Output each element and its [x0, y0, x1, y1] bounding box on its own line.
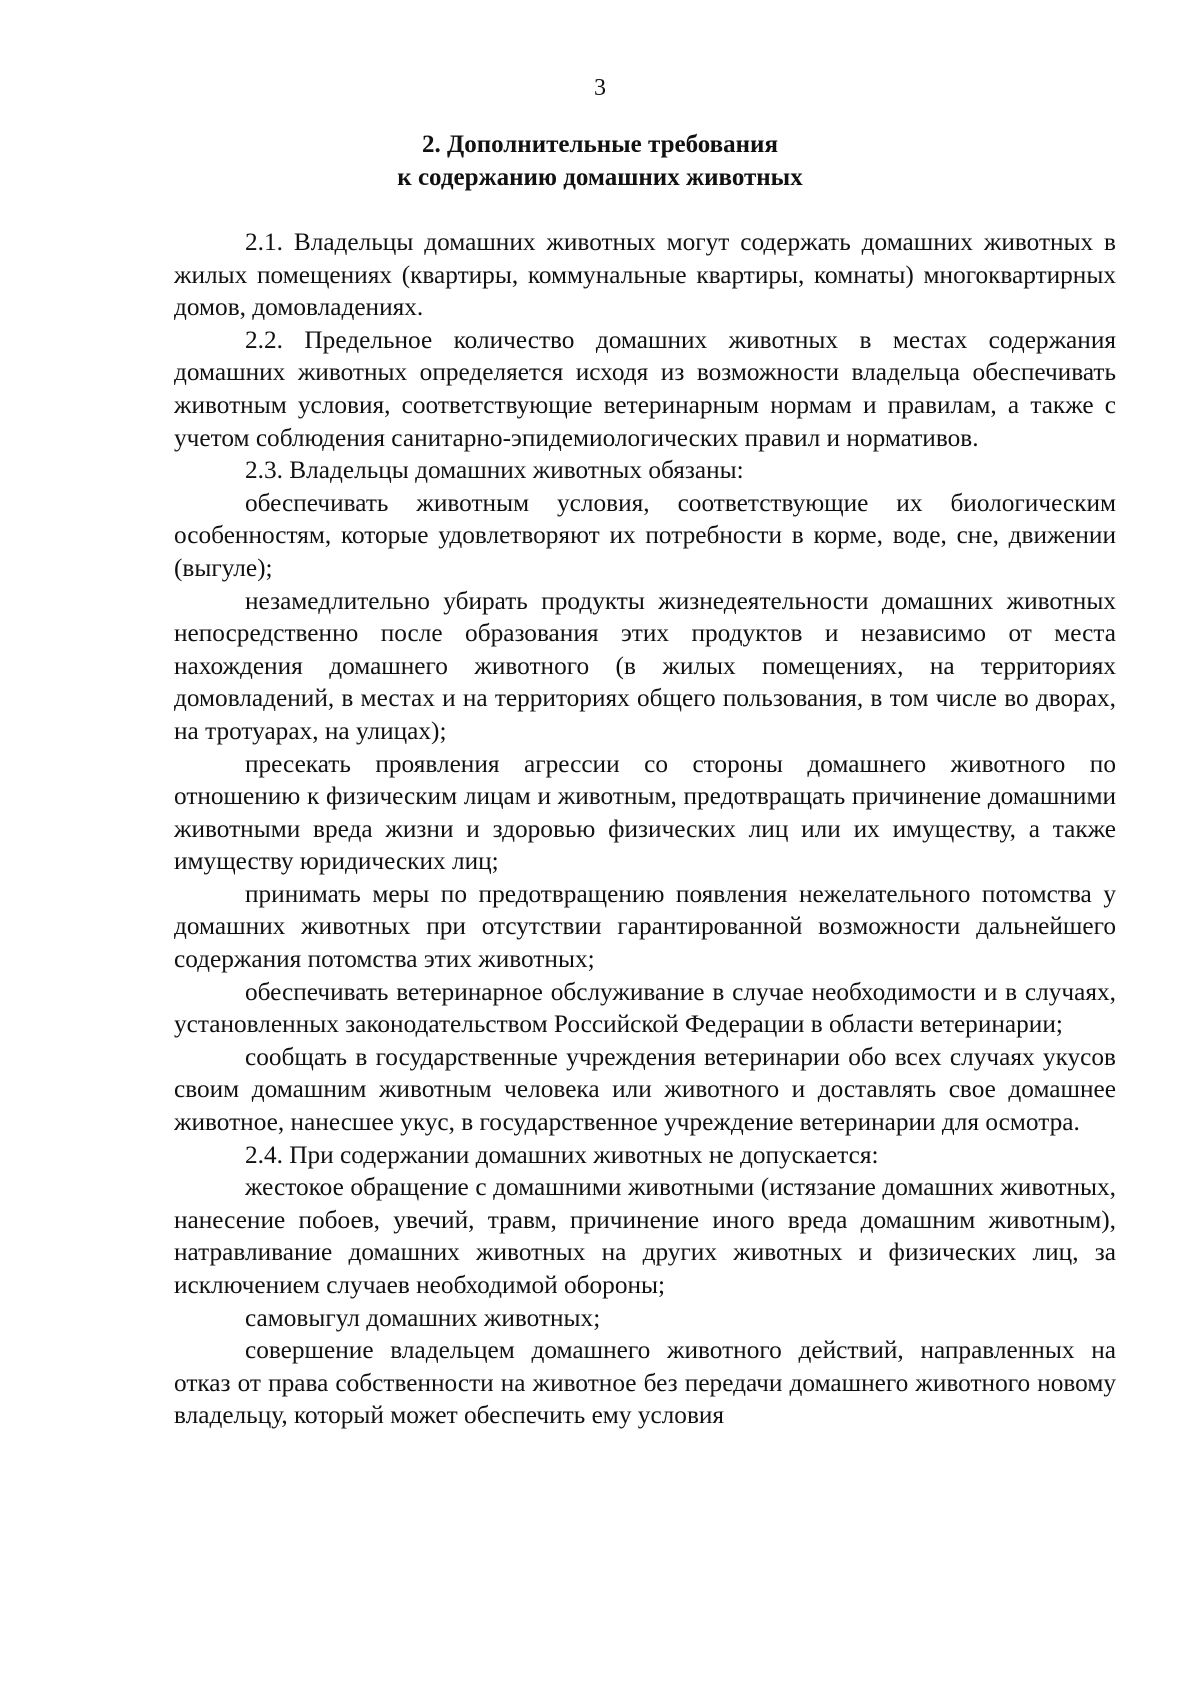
list-item-abandonment: совершение владельцем домашнего животного действий, направленных на отказ от права собственности на животное без передачи домашнего животного новому владельцу, который может обеспечить ему условия	[174, 1336, 1116, 1430]
paragraph-2-4: 2.4. При содержании домашних животных не допускается:	[245, 1140, 879, 1169]
list-item-cruelty: жестокое обращение с домашними животными (истязание домашних животных, нанесение побоев, увечий, травм, причинение иного вреда домашним животным), натравливание домашних животных на других животных и физических лиц, за исключением случаев необходимой обороны;	[174, 1173, 1116, 1299]
paragraph-2-2: 2.2. Предельное количество домашних животных в местах содержания домашних животных определяется исходя из возможности владельца обеспечивать животным условия, соответствующие ветеринарным нормам и правилам, а также с учетом соблюдения санитарно-эпидемиологических правил и нормативов.	[174, 325, 1116, 452]
list-item-self-walking: самовыгул домашних животных;	[245, 1303, 601, 1332]
paragraph-2-1: 2.1. Владельцы домашних животных могут содержать домашних животных в жилых помещениях (квартиры, коммунальные квартиры, комнаты) многоквартирных домов, домовладениях.	[174, 228, 1116, 322]
section-heading-line-1: 2. Дополнительные требования	[422, 131, 778, 158]
document-body	[174, 226, 1116, 1432]
list-item-offspring: принимать меры по предотвращению появления нежелательного потомства у домашних животных при отсутствии гарантированной возможности дальнейшего содержания потомства этих животных;	[174, 879, 1116, 974]
list-item-cleanup: незамедлительно убирать продукты жизнедеятельности домашних животных непосредственно после образования этих продуктов и независимо от места нахождения домашнего животного (в жилых помещениях, на территориях домовладений, в местах и на территориях общего пользования, в том числе во дворах, на тротуарах, на улицах);	[174, 586, 1116, 745]
list-item-veterinary-service: обеспечивать ветеринарное обслуживание в случае необходимости и в случаях, установленных законодательством Российской Федерации в области ветеринарии;	[174, 977, 1116, 1039]
paragraph-2-3: 2.3. Владельцы домашних животных обязаны:	[245, 456, 744, 485]
section-heading	[0, 128, 1200, 194]
list-item-conditions: обеспечивать животным условия, соответствующие их биологическим особенностям, которые удовлетворяют их потребности в корме, воде, сне, движении (выгуле);	[174, 488, 1116, 582]
section-heading-line-2: к содержанию домашних животных	[397, 164, 803, 191]
page-number: 3	[594, 75, 606, 101]
list-item-bite-report: сообщать в государственные учреждения ветеринарии обо всех случаях укусов своим домашним животным человека или животного и доставлять свое домашнее животное, нанесшее укус, в государственное учреждение ветеринарии для осмотра.	[174, 1042, 1116, 1137]
list-item-aggression: пресекать проявления агрессии со стороны домашнего животного по отношению к физическим лицам и животным, предотвращать причинение домашними животными вреда жизни и здоровью физических лиц или их имуществу, а также имуществу юридических лиц;	[174, 749, 1116, 876]
